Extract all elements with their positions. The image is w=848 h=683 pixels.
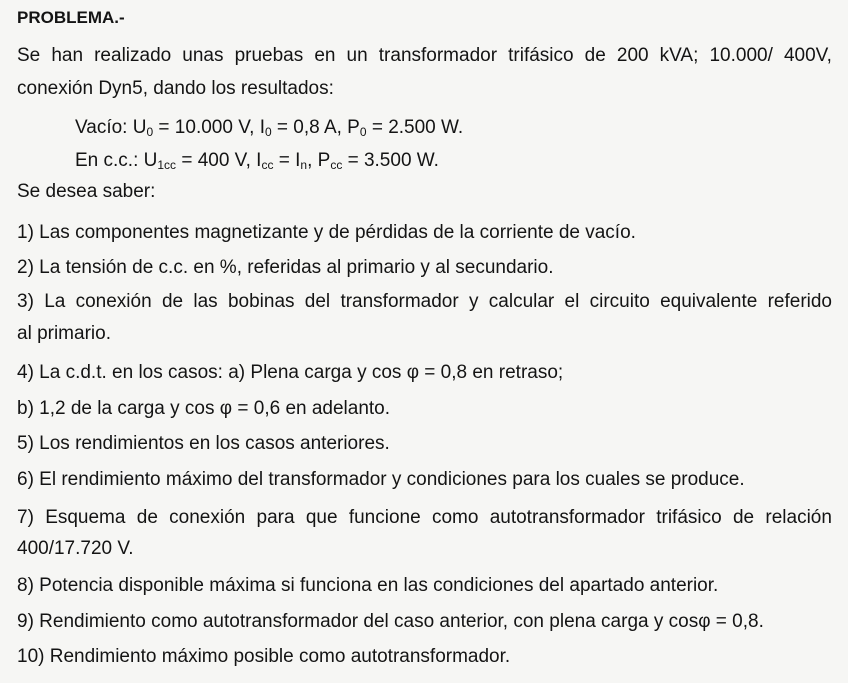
question-3-continued: al primario. [17,323,111,344]
word: de [584,45,606,66]
word: y [469,291,479,312]
word: 200 [616,45,649,66]
vacio-p-value: = 2.500 W. [366,117,464,138]
word: realizado [94,45,172,66]
word: kVA; [659,45,699,66]
word: que [305,507,338,528]
word: 10.000/ [709,45,773,66]
problem-title: PROBLEMA.- [17,8,125,27]
word: de [136,507,158,528]
subscript: 0 [359,125,367,139]
word: unas [182,45,224,66]
question-9: 9) Rendimiento como autotransformador del caso anterior, con plena carga y cosφ = 0,8. [17,611,764,632]
word: 7) [17,507,34,528]
question-5: 5) Los rendimientos en los casos anteriores. [17,433,390,454]
question-4: 4) La c.d.t. en los casos: a) Plena carga y cos φ = 0,8 en retraso; [17,362,564,383]
vacio-results [75,116,463,140]
vacio-i-value: = 0,8 A, P [271,117,360,138]
word: trifásico [508,45,574,66]
question-10: 10) Rendimiento máximo posible como autotransformador. [17,646,511,667]
question-2: 2) La tensión de c.c. en %, referidas al primario y al secundario. [17,257,554,278]
word: autotransformador [489,507,645,528]
word: Se [17,45,41,66]
question-6: 6) El rendimiento máximo del transformador y condiciones para los cuales se produce. [17,469,745,490]
word: transformador [340,291,459,312]
subscript: cc [261,158,274,172]
intro-line-1 [17,44,832,68]
word: pruebas [234,45,304,66]
word: del [304,291,331,312]
vacio-u-value: = 10.000 V, I [153,117,265,138]
word: circuito [589,291,650,312]
subscript: cc [330,158,343,172]
word: Esquema [45,507,126,528]
word: han [51,45,84,66]
question-1: 1) Las componentes magnetizante y de pérdidas de la corriente de vacío. [17,222,636,243]
word: 3) [17,291,34,312]
question-7 [17,506,832,530]
ask-line: Se desea saber: [17,181,156,202]
cc-results [75,149,439,173]
word: trifásico [656,507,722,528]
intro-line-2: conexión Dyn5, dando los resultados: [17,78,334,99]
cc-u-value: = 400 V, I [176,150,262,171]
subscript: 0 [146,125,154,139]
subscript: n [300,158,308,172]
cc-p-label: , P [307,150,331,171]
word: para [256,507,295,528]
word: relación [765,507,832,528]
question-3 [17,290,832,314]
word: conexión [169,507,246,528]
word: de [161,291,184,312]
vacio-label: Vacío: U [75,117,147,138]
cc-p-value: = 3.500 W. [342,150,439,171]
word: el [564,291,580,312]
question-4b: b) 1,2 de la carga y cos φ = 0,6 en adelanto. [17,398,391,419]
subscript: 1cc [157,158,177,172]
word: en [314,45,336,66]
word: La [44,291,66,312]
word: funcione [348,507,421,528]
word: 400V, [783,45,832,66]
word: un [346,45,368,66]
cc-i-value: = I [273,150,301,171]
word: equivalente [660,291,758,312]
word: referido [767,291,832,312]
question-7-continued: 400/17.720 V. [17,538,134,559]
question-8: 8) Potencia disponible máxima si funciona en las condiciones del apartado anterior. [17,575,719,596]
subscript: 0 [264,125,272,139]
word: transformador [378,45,498,66]
cc-label: En c.c.: U [75,150,158,171]
word: calcular [488,291,555,312]
word: las [193,291,218,312]
word: conexión [75,291,152,312]
word: de [732,507,755,528]
word: como [431,507,479,528]
word: bobinas [227,291,295,312]
